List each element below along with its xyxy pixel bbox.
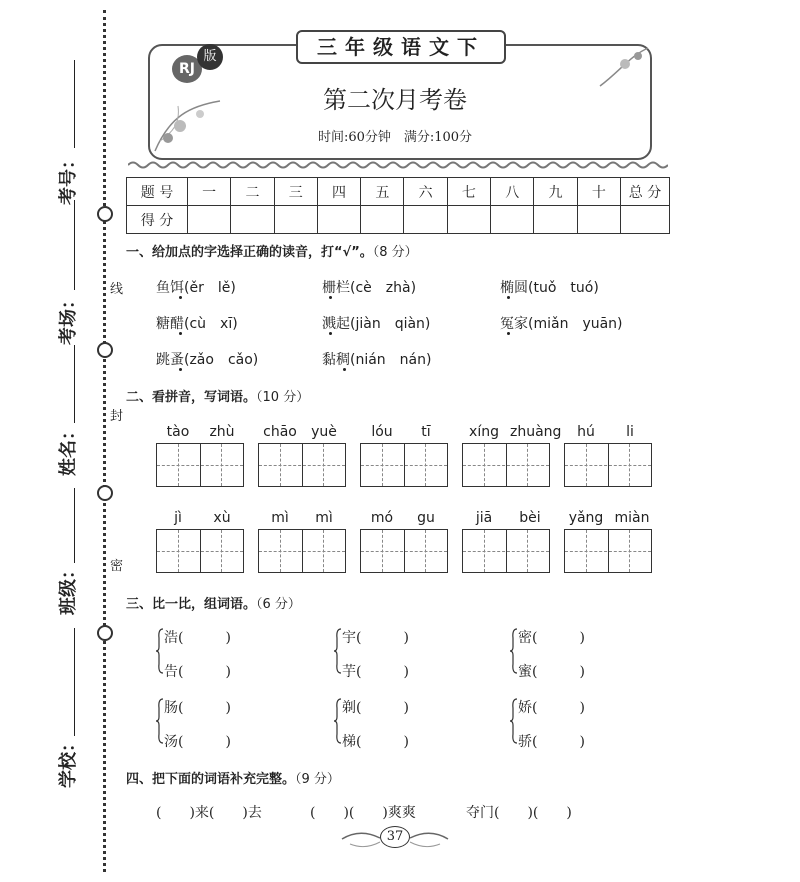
- pinyin-choice-item[interactable]: 糖醋(cù xī): [156, 316, 238, 332]
- idiom-fill-item[interactable]: 夺门( )( ): [466, 805, 572, 821]
- compare-word-item[interactable]: 浩( ): [164, 630, 231, 646]
- score-cell[interactable]: [577, 206, 620, 234]
- pinyin-syllable: jì: [174, 510, 182, 526]
- page-number: 37: [380, 826, 410, 848]
- edition-badge: 版: [197, 44, 223, 70]
- section-3-points: （6 分）: [256, 597, 301, 612]
- score-cell[interactable]: [621, 206, 670, 234]
- section-2-heading: [126, 386, 309, 405]
- pinyin-syllable: mì: [271, 510, 289, 526]
- emphasis-dot: [329, 332, 332, 335]
- score-header-cell: 五: [361, 178, 404, 206]
- name-label: 姓名：: [58, 422, 79, 476]
- pinyin-syllable: xù: [213, 510, 231, 526]
- section-1-points: （8 分）: [372, 245, 418, 260]
- school-label: 学校：: [58, 734, 79, 788]
- idiom-fill-item[interactable]: ( )( )爽爽: [310, 805, 416, 821]
- score-header-cell: 十: [577, 178, 620, 206]
- binding-mark-seal: 封: [110, 409, 124, 424]
- compare-word-item[interactable]: 剃( ): [342, 700, 409, 716]
- score-cell[interactable]: [447, 206, 490, 234]
- score-cell[interactable]: [274, 206, 317, 234]
- class-field[interactable]: [74, 488, 75, 563]
- name-field[interactable]: [74, 345, 75, 423]
- writing-grid[interactable]: [462, 529, 550, 573]
- pinyin-syllable: li: [626, 424, 634, 440]
- section-2-title: 二、看拼音，写词语。: [126, 390, 257, 405]
- emphasis-dot: [329, 296, 332, 299]
- exam-number-label: 考号：: [58, 151, 79, 205]
- pinyin-choice-item[interactable]: 椭圆(tuǒ tuó): [500, 280, 599, 296]
- pinyin-choice-item[interactable]: 黏稠(nián nán): [322, 352, 432, 368]
- section-1-title: 一、给加点的字选择正确的读音，打“√”。: [126, 245, 373, 260]
- pinyin-syllable: gu: [417, 510, 435, 526]
- score-cell[interactable]: [404, 206, 447, 234]
- brace-icon: [334, 698, 342, 744]
- brace-icon: [334, 628, 342, 674]
- writing-grid[interactable]: [258, 529, 346, 573]
- compare-word-item[interactable]: 告( ): [164, 664, 231, 680]
- score-header-cell: 题 号: [127, 178, 188, 206]
- floral-ornament-right: [580, 46, 650, 106]
- binding-hole: [97, 485, 113, 501]
- pinyin-syllable: tào: [166, 424, 190, 440]
- exam-room-field[interactable]: [74, 200, 75, 290]
- brace-icon: [156, 698, 164, 744]
- binding-mark-line: 线: [110, 282, 124, 297]
- pinyin-syllable: zhù: [209, 424, 235, 440]
- pinyin-choice-item[interactable]: 溅起(jiàn qiàn): [322, 316, 431, 332]
- compare-word-item[interactable]: 肠( ): [164, 700, 231, 716]
- binding-hole: [97, 206, 113, 222]
- emphasis-dot: [507, 296, 510, 299]
- wave-divider: [128, 160, 668, 170]
- section-2-points: （10 分）: [256, 390, 310, 405]
- compare-word-item[interactable]: 密( ): [518, 630, 585, 646]
- pinyin-syllable: bèi: [519, 510, 541, 526]
- pinyin-syllable: yǎng: [568, 510, 604, 526]
- emphasis-dot: [507, 332, 510, 335]
- pinyin-syllable: jiā: [475, 510, 493, 526]
- emphasis-dot: [179, 368, 182, 371]
- compare-word-item[interactable]: 宇( ): [342, 630, 409, 646]
- score-header-cell: 四: [317, 178, 360, 206]
- brace-icon: [156, 628, 164, 674]
- pinyin-choice-item[interactable]: 栅栏(cè zhà): [322, 280, 417, 296]
- emphasis-dot: [343, 368, 346, 371]
- exam-time-score: 时间:60分钟 满分:100分: [317, 130, 473, 145]
- pinyin-syllable: mì: [315, 510, 333, 526]
- pinyin-syllable: tī: [421, 424, 431, 440]
- score-cell[interactable]: [231, 206, 274, 234]
- writing-grid[interactable]: [564, 443, 652, 487]
- score-header-cell: 八: [491, 178, 534, 206]
- score-header-cell: 二: [231, 178, 274, 206]
- section-4-heading: [126, 768, 340, 787]
- compare-word-item[interactable]: 骄( ): [518, 734, 585, 750]
- compare-word-item[interactable]: 芋( ): [342, 664, 409, 680]
- compare-word-item[interactable]: 娇( ): [518, 700, 585, 716]
- pinyin-syllable: mó: [370, 510, 394, 526]
- compare-word-item[interactable]: 汤( ): [164, 734, 231, 750]
- section-4-points: （9 分）: [295, 772, 340, 787]
- writing-grid[interactable]: [156, 443, 244, 487]
- emphasis-dot: [179, 332, 182, 335]
- binding-mark-secret: 密: [110, 559, 124, 574]
- score-table-header-row: [127, 178, 670, 206]
- idiom-fill-item[interactable]: ( )来( )去: [156, 805, 262, 821]
- section-1-heading: [126, 241, 418, 260]
- writing-grid[interactable]: [258, 443, 346, 487]
- binding-hole: [97, 342, 113, 358]
- pinyin-syllable: zhuàng: [510, 424, 562, 440]
- score-header-cell: 九: [534, 178, 577, 206]
- pinyin-syllable: hú: [577, 424, 595, 440]
- score-header-cell: 总 分: [621, 178, 670, 206]
- exam-title: 第二次月考卷: [323, 86, 467, 114]
- score-row-label: 得 分: [127, 206, 188, 234]
- grade-subject-banner: 三年级语文下: [296, 30, 506, 64]
- score-cell[interactable]: [491, 206, 534, 234]
- score-cell[interactable]: [361, 206, 404, 234]
- pinyin-syllable: miàn: [614, 510, 650, 526]
- score-cell[interactable]: [317, 206, 360, 234]
- section-3-title: 三、比一比，组词语。: [126, 597, 257, 612]
- writing-grid[interactable]: [156, 529, 244, 573]
- score-table: [126, 177, 670, 234]
- score-header-cell: 七: [447, 178, 490, 206]
- writing-grid[interactable]: [360, 529, 448, 573]
- school-field[interactable]: [74, 628, 75, 736]
- exam-room-label: 考场：: [58, 291, 79, 345]
- brace-icon: [510, 628, 518, 674]
- score-header-cell: 六: [404, 178, 447, 206]
- section-3-heading: [126, 593, 301, 612]
- pinyin-syllable: yuè: [311, 424, 337, 440]
- score-cell[interactable]: [188, 206, 231, 234]
- pinyin-choice-item[interactable]: 鱼饵(ěr lě): [156, 280, 236, 296]
- rj-badge: RJ: [172, 55, 202, 83]
- score-header-cell: 三: [274, 178, 317, 206]
- pinyin-syllable: lóu: [371, 424, 393, 440]
- compare-word-item[interactable]: 蜜( ): [518, 664, 585, 680]
- pinyin-choice-item[interactable]: 跳蚤(zǎo cǎo): [156, 352, 259, 368]
- score-cell[interactable]: [534, 206, 577, 234]
- class-label: 班级：: [58, 561, 79, 615]
- writing-grid[interactable]: [564, 529, 652, 573]
- section-4-title: 四、把下面的词语补充完整。: [126, 772, 296, 787]
- writing-grid[interactable]: [462, 443, 550, 487]
- compare-word-item[interactable]: 梯( ): [342, 734, 409, 750]
- emphasis-dot: [179, 296, 182, 299]
- score-table-score-row: [127, 206, 670, 234]
- writing-grid[interactable]: [360, 443, 448, 487]
- binding-dotted-line: [103, 10, 106, 872]
- pinyin-syllable: xíng: [469, 424, 499, 440]
- score-header-cell: 一: [188, 178, 231, 206]
- pinyin-syllable: chāo: [263, 424, 297, 440]
- brace-icon: [510, 698, 518, 744]
- exam-number-field[interactable]: [74, 60, 75, 148]
- binding-hole: [97, 625, 113, 641]
- pinyin-choice-item[interactable]: 冤家(miǎn yuān): [500, 316, 623, 332]
